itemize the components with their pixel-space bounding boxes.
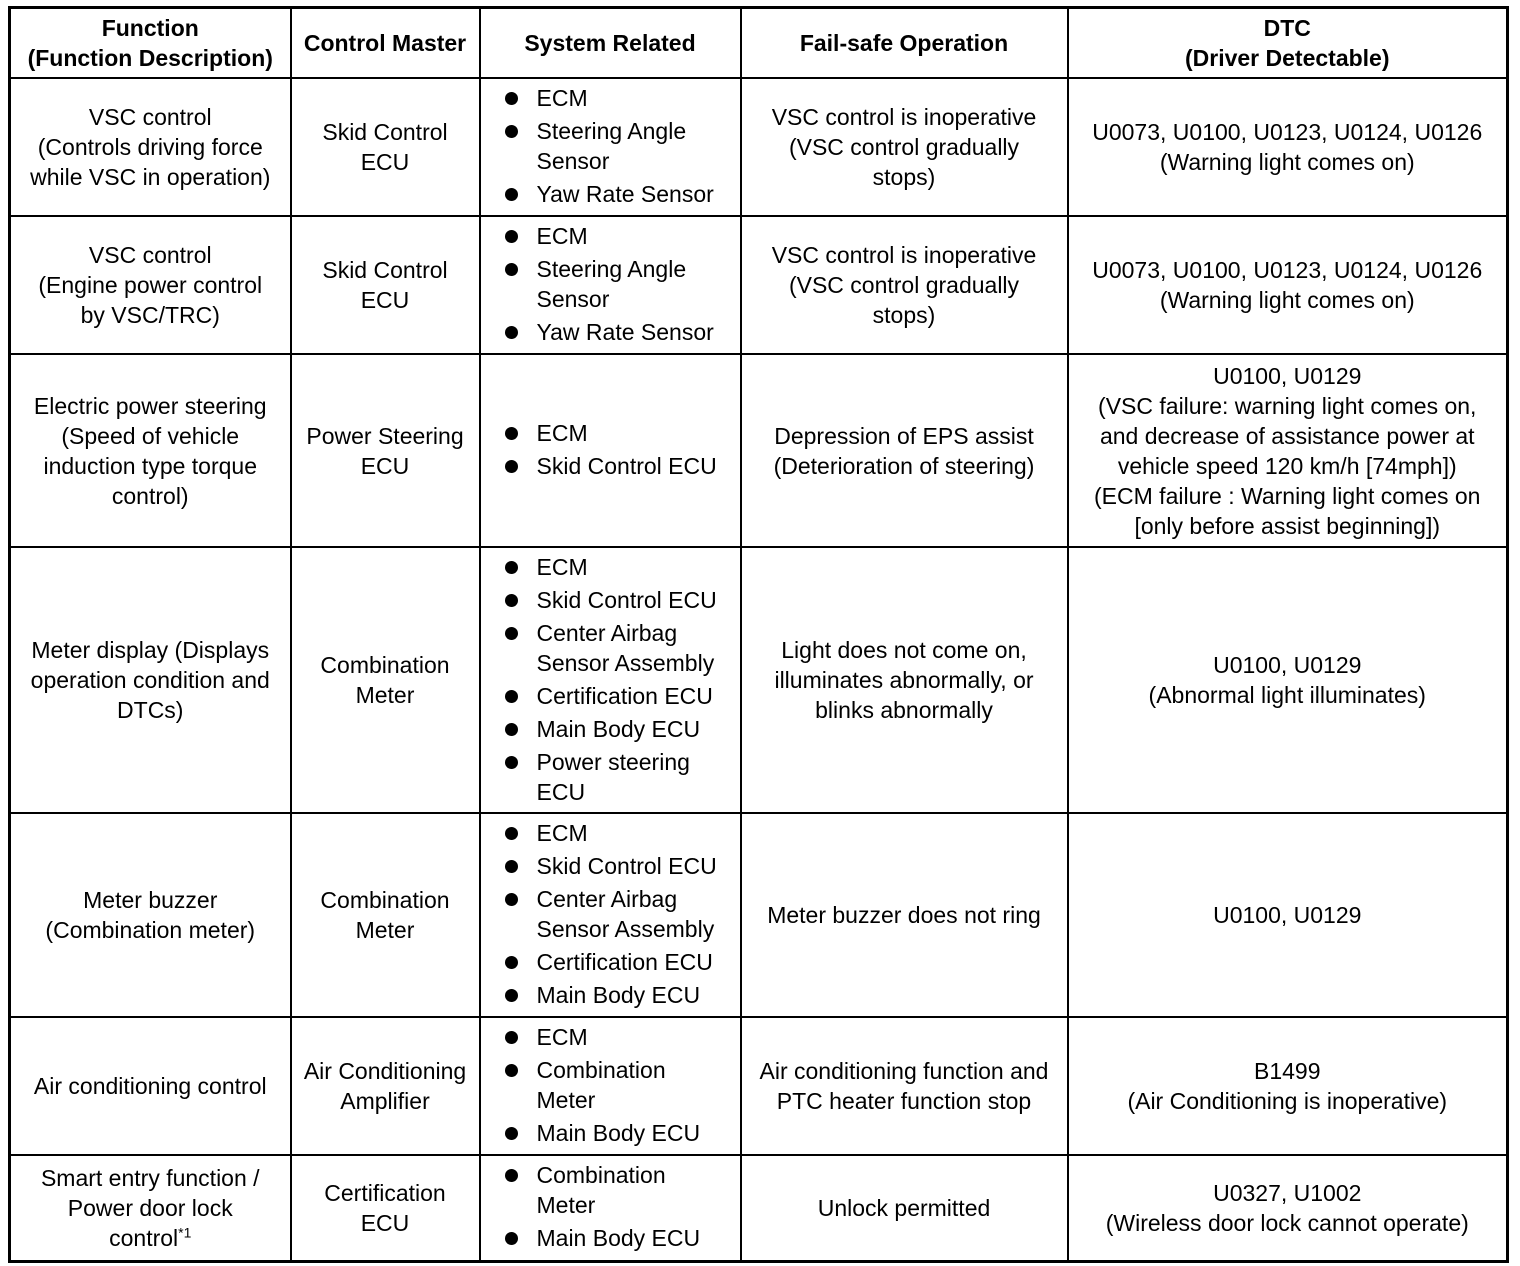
failsafe-cell-line: blinks abnormally bbox=[815, 697, 993, 723]
function-table bbox=[8, 6, 1509, 1263]
dtc-cell-line: (Warning light comes on) bbox=[1159, 149, 1415, 175]
bullet-icon bbox=[505, 427, 518, 440]
dtc-cell-line: U0073, U0100, U0123, U0124, U0126 bbox=[1092, 119, 1483, 145]
list-item bbox=[503, 1022, 736, 1052]
control-master-cell-line: Skid Control bbox=[322, 257, 448, 283]
failsafe-cell bbox=[741, 1017, 1068, 1155]
bullet-icon bbox=[505, 627, 518, 640]
list-item bbox=[503, 980, 736, 1010]
failsafe-cell bbox=[741, 78, 1068, 216]
list-item-line: Center Airbag bbox=[536, 619, 678, 646]
list-item-line: Main Body ECU bbox=[536, 1225, 701, 1252]
system-related-cell bbox=[480, 1155, 741, 1261]
control-master-cell-line: Certification bbox=[324, 1179, 446, 1206]
dtc-cell bbox=[1068, 216, 1508, 354]
list-item-line: Steering Angle bbox=[536, 118, 687, 144]
function-cell-line: by VSC/TRC) bbox=[80, 302, 220, 328]
list-item bbox=[503, 747, 736, 807]
table-row bbox=[10, 354, 1508, 547]
function-cell-line: Electric power steering bbox=[33, 392, 267, 419]
failsafe-cell bbox=[741, 354, 1068, 547]
list-item-line: Sensor Assembly bbox=[536, 649, 715, 676]
list-item bbox=[503, 221, 736, 251]
function-cell-line: DTCs) bbox=[117, 697, 184, 723]
list-item bbox=[503, 851, 736, 881]
list-item-line: Certification ECU bbox=[536, 949, 713, 975]
list-item-line: ECM bbox=[536, 553, 588, 580]
list-item bbox=[503, 884, 736, 944]
list-item-line: ECM bbox=[536, 85, 588, 111]
header-row bbox=[10, 8, 1508, 79]
function-cell bbox=[10, 354, 291, 547]
table-row bbox=[10, 1017, 1508, 1155]
list-item-line: Steering Angle bbox=[536, 256, 687, 282]
control-master-cell bbox=[291, 354, 480, 547]
system-related-cell bbox=[480, 813, 741, 1017]
failsafe-cell-line: Air conditioning function and bbox=[759, 1058, 1049, 1084]
dtc-cell-line: [only before assist beginning]) bbox=[1134, 512, 1441, 539]
function-cell-line: operation condition and bbox=[30, 667, 270, 693]
table-body bbox=[10, 78, 1508, 1261]
control-master-cell-line: ECU bbox=[360, 1209, 410, 1236]
failsafe-cell-line: stops) bbox=[872, 164, 936, 190]
table-row bbox=[10, 813, 1508, 1017]
bullet-icon bbox=[505, 690, 518, 703]
dtc-cell bbox=[1068, 78, 1508, 216]
list-item-line: Main Body ECU bbox=[536, 1120, 701, 1146]
bullet-icon bbox=[505, 326, 518, 339]
bullet-icon bbox=[505, 1169, 518, 1182]
failsafe-cell-line: Unlock permitted bbox=[817, 1194, 991, 1221]
bullet-icon bbox=[505, 1064, 518, 1077]
control-master-cell-line: Air Conditioning bbox=[303, 1058, 467, 1084]
list-item-line: Certification ECU bbox=[536, 682, 713, 709]
list-item bbox=[503, 179, 736, 209]
list-item bbox=[503, 818, 736, 848]
list-item bbox=[503, 1160, 736, 1220]
dtc-cell-line: (Air Conditioning is inoperative) bbox=[1127, 1088, 1448, 1114]
control-master-cell bbox=[291, 1155, 480, 1261]
dtc-cell-line: U0100, U0129 bbox=[1213, 362, 1362, 389]
list-item-line: Meter bbox=[536, 1192, 596, 1219]
failsafe-cell-line: Light does not come on, bbox=[781, 637, 1027, 663]
bullet-icon bbox=[505, 1127, 518, 1140]
function-cell bbox=[10, 813, 291, 1017]
dtc-cell-line: (Wireless door lock cannot operate) bbox=[1105, 1209, 1469, 1236]
bullet-icon bbox=[505, 188, 518, 201]
list-item bbox=[503, 585, 736, 615]
list-item-line: ECM bbox=[536, 1024, 588, 1050]
list-item bbox=[503, 317, 736, 347]
function-cell-line: control) bbox=[111, 482, 189, 509]
control-master-cell bbox=[291, 547, 480, 813]
list-item-line: Skid Control ECU bbox=[536, 586, 717, 613]
bullet-icon bbox=[505, 460, 518, 473]
control-master-cell-line: Combination bbox=[320, 652, 450, 678]
dtc-cell-line: (VSC failure: warning light comes on, bbox=[1098, 392, 1477, 419]
dtc-cell bbox=[1068, 1155, 1508, 1261]
control-master-cell-line: Skid Control bbox=[322, 119, 448, 145]
list-item-line: Yaw Rate Sensor bbox=[536, 181, 714, 207]
list-item-line: Yaw Rate Sensor bbox=[536, 319, 714, 345]
table-row bbox=[10, 1155, 1508, 1261]
dtc-cell-line: and decrease of assistance power at bbox=[1099, 422, 1475, 449]
system-related-list bbox=[503, 552, 736, 807]
list-item-line: Main Body ECU bbox=[536, 982, 701, 1008]
function-cell-line: induction type torque bbox=[43, 452, 258, 479]
bullet-icon bbox=[505, 956, 518, 969]
dtc-cell-line: B1499 bbox=[1253, 1058, 1321, 1084]
function-cell bbox=[10, 1017, 291, 1155]
list-item-line: Main Body ECU bbox=[536, 715, 701, 742]
dtc-cell bbox=[1068, 1017, 1508, 1155]
system-related-list bbox=[503, 1160, 736, 1253]
failsafe-cell-line: (VSC control gradually bbox=[788, 272, 1020, 298]
list-item-line: ECM bbox=[536, 420, 588, 446]
bullet-icon bbox=[505, 125, 518, 138]
list-item bbox=[503, 681, 736, 711]
system-related-list bbox=[503, 83, 736, 209]
function-cell-line bbox=[15, 1223, 286, 1253]
dtc-cell-line: U0073, U0100, U0123, U0124, U0126 bbox=[1092, 257, 1483, 283]
bullet-icon bbox=[505, 893, 518, 906]
function-cell bbox=[10, 78, 291, 216]
failsafe-cell bbox=[741, 216, 1068, 354]
system-related-cell bbox=[480, 216, 741, 354]
failsafe-cell bbox=[741, 1155, 1068, 1261]
failsafe-cell bbox=[741, 813, 1068, 1017]
list-item bbox=[503, 1118, 736, 1148]
list-item bbox=[503, 947, 736, 977]
bullet-icon bbox=[505, 1031, 518, 1044]
function-cell-line: VSC control bbox=[88, 242, 212, 268]
list-item bbox=[503, 552, 736, 582]
list-item bbox=[503, 1223, 736, 1253]
system-related-cell bbox=[480, 547, 741, 813]
system-related-list bbox=[503, 418, 736, 481]
list-item bbox=[503, 418, 736, 448]
failsafe-cell-line: (VSC control gradually bbox=[788, 134, 1020, 160]
failsafe-cell bbox=[741, 547, 1068, 813]
dtc-cell-line: (Abnormal light illuminates) bbox=[1148, 682, 1426, 708]
control-master-cell-line: Amplifier bbox=[340, 1088, 430, 1114]
list-item-line: Sensor bbox=[536, 148, 610, 174]
header-control-master: Control Master bbox=[291, 8, 480, 79]
dtc-cell-line: U0327, U1002 bbox=[1213, 1179, 1362, 1206]
list-item-line: Skid Control ECU bbox=[536, 453, 717, 479]
bullet-icon bbox=[505, 756, 518, 769]
list-item bbox=[503, 1055, 736, 1115]
bullet-icon bbox=[505, 989, 518, 1002]
control-master-cell-line: Meter bbox=[355, 682, 415, 708]
bullet-icon bbox=[505, 92, 518, 105]
function-cell-line: (Combination meter) bbox=[45, 917, 256, 943]
failsafe-cell-line: Depression of EPS assist bbox=[774, 422, 1034, 449]
control-master-cell bbox=[291, 78, 480, 216]
control-master-cell-line: Combination bbox=[320, 887, 450, 913]
function-cell bbox=[10, 216, 291, 354]
header-dtc: DTC (Driver Detectable) bbox=[1068, 8, 1508, 79]
function-cell-line: Meter display (Displays bbox=[31, 637, 270, 663]
dtc-cell bbox=[1068, 547, 1508, 813]
list-item bbox=[503, 83, 736, 113]
function-cell-line: (Engine power control bbox=[38, 272, 263, 298]
list-item-line: Combination bbox=[536, 1162, 666, 1189]
list-item-line: Combination bbox=[536, 1057, 666, 1083]
system-related-list bbox=[503, 1022, 736, 1148]
bullet-icon bbox=[505, 723, 518, 736]
control-master-cell bbox=[291, 1017, 480, 1155]
function-text: control bbox=[109, 1224, 179, 1251]
failsafe-cell-line: Meter buzzer does not ring bbox=[767, 902, 1041, 928]
dtc-cell-line: U0100, U0129 bbox=[1213, 652, 1362, 678]
failsafe-cell-line: VSC control is inoperative bbox=[771, 242, 1037, 268]
table-row bbox=[10, 547, 1508, 813]
system-related-list bbox=[503, 221, 736, 347]
header-system-related: System Related bbox=[480, 8, 741, 79]
function-cell bbox=[10, 547, 291, 813]
dtc-cell-line: (Warning light comes on) bbox=[1159, 287, 1415, 313]
system-related-list bbox=[503, 818, 736, 1010]
control-master-cell-line: ECU bbox=[360, 287, 410, 313]
failsafe-cell-line: illuminates abnormally, or bbox=[774, 667, 1034, 693]
footnote-marker: *1 bbox=[178, 1224, 192, 1241]
system-related-cell bbox=[480, 1017, 741, 1155]
function-cell-line: (Speed of vehicle bbox=[61, 422, 240, 449]
bullet-icon bbox=[505, 594, 518, 607]
list-item-line: Power steering bbox=[536, 748, 690, 775]
list-item bbox=[503, 254, 736, 314]
failsafe-cell-line: stops) bbox=[872, 302, 936, 328]
bullet-icon bbox=[505, 1232, 518, 1245]
function-cell-line: Meter buzzer bbox=[83, 887, 218, 913]
control-master-cell-line: ECU bbox=[360, 149, 410, 175]
list-item-line: Meter bbox=[536, 1087, 596, 1113]
control-master-cell bbox=[291, 216, 480, 354]
control-master-cell bbox=[291, 813, 480, 1017]
list-item bbox=[503, 116, 736, 176]
dtc-cell bbox=[1068, 813, 1508, 1017]
table-row bbox=[10, 78, 1508, 216]
failsafe-cell-line: VSC control is inoperative bbox=[771, 104, 1037, 130]
header-function: Function (Function Description) bbox=[10, 8, 291, 79]
system-related-cell bbox=[480, 354, 741, 547]
bullet-icon bbox=[505, 827, 518, 840]
function-cell bbox=[10, 1155, 291, 1261]
list-item-line: ECU bbox=[536, 778, 586, 805]
page bbox=[8, 6, 1509, 1263]
list-item bbox=[503, 618, 736, 678]
list-item bbox=[503, 451, 736, 481]
function-cell-line: Air conditioning control bbox=[33, 1073, 267, 1099]
list-item-line: Center Airbag bbox=[536, 886, 678, 912]
dtc-cell-line: vehicle speed 120 km/h [74mph]) bbox=[1117, 452, 1457, 479]
control-master-cell-line: ECU bbox=[360, 452, 410, 479]
control-master-cell-line: Meter bbox=[355, 917, 415, 943]
table-row bbox=[10, 216, 1508, 354]
dtc-cell-line: U0100, U0129 bbox=[1213, 902, 1362, 928]
function-cell-line: Smart entry function / bbox=[40, 1164, 260, 1191]
function-cell-line: VSC control bbox=[88, 104, 212, 130]
function-cell-line: Power door lock bbox=[67, 1194, 233, 1221]
dtc-cell bbox=[1068, 354, 1508, 547]
list-item bbox=[503, 714, 736, 744]
control-master-cell-line: Power Steering bbox=[306, 422, 464, 449]
function-cell-line: (Controls driving force bbox=[37, 134, 263, 160]
list-item-line: Sensor bbox=[536, 286, 610, 312]
bullet-icon bbox=[505, 860, 518, 873]
bullet-icon bbox=[505, 561, 518, 574]
list-item-line: Sensor Assembly bbox=[536, 916, 715, 942]
function-cell-line: while VSC in operation) bbox=[30, 164, 271, 190]
failsafe-cell-line: (Deterioration of steering) bbox=[773, 452, 1035, 479]
header-failsafe: Fail-safe Operation bbox=[741, 8, 1068, 79]
bullet-icon bbox=[505, 230, 518, 243]
system-related-cell bbox=[480, 78, 741, 216]
list-item-line: ECM bbox=[536, 820, 588, 846]
dtc-cell-line: (ECM failure : Warning light comes on bbox=[1094, 482, 1481, 509]
failsafe-cell-line: PTC heater function stop bbox=[776, 1088, 1032, 1114]
list-item-line: Skid Control ECU bbox=[536, 853, 717, 879]
list-item-line: ECM bbox=[536, 223, 588, 249]
bullet-icon bbox=[505, 263, 518, 276]
